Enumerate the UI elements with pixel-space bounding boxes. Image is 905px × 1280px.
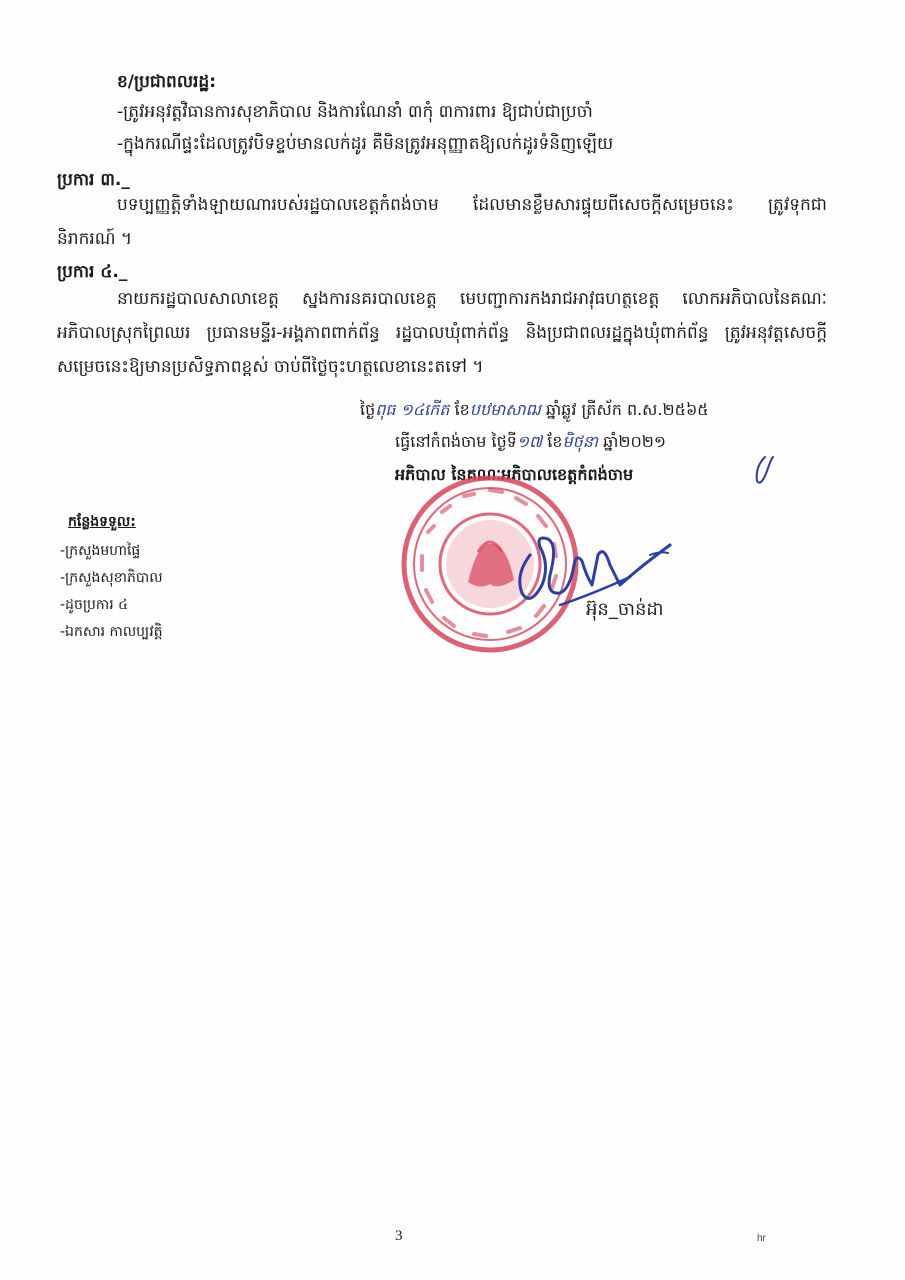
lunar-year: ឆ្នាំឆ្លូវ ត្រីស័ក ព.ស.២៥៦៥ [545,400,709,419]
article-4-body: នាយករដ្ឋបាលសាលាខេត្ត ស្នងការនគរបាលខេត្ត មេបញ្ជាការកងរាជអាវុធហត្ថខេត្ត លោកអភិបាលនៃគណៈអភិបាលស្រុកព្រៃឈរ ប្រធានមន្ទីរ-អង្គភាពពាក់ព័ន្ធ រដ្ឋបាលឃុំពាក់ព័ន្ធ និងប្រជាពលរដ្ឋក្នុងឃុំពាក់ព័ន្ធ ត្រូវអនុវត្តសេចក្ដីសម្រេចនេះឱ្យមានប្រសិទ្ធភាពខ្ពស់ ចាប់ពីថ្ងៃចុះហត្ថលេខានេះតទៅ ។ [57,289,827,377]
recipient-item-1: -ក្រសួងមហាផ្ទៃ [60,543,141,559]
place-day-label: ធ្វើនៅកំពង់ចាម ថ្ងៃទី [395,432,517,451]
lunar-month-handwritten: បឋមាសាឍ [469,400,541,419]
recipient-item-3: -ដូចប្រការ ៤ [60,597,129,613]
lunar-prefix: ថ្ងៃ [360,400,376,419]
solar-month-handwritten: មិថុនា [562,432,598,451]
initial-mark [745,453,775,487]
signatory-name: អ៊ុន_ចាន់ដា [586,599,664,620]
corner-mark: hr [757,1233,766,1244]
solar-year: ឆ្នាំ២០២១ [603,432,666,451]
article-4-heading: ប្រការ ៤._ [57,262,128,282]
recipient-item-2: -ក្រសួងសុខាភិបាល [60,570,163,586]
solar-date-line [395,431,666,453]
article-3-heading: ប្រការ ៣._ [57,170,130,190]
recipient-item-4: -ឯកសារ កាលប្បវត្តិ [60,624,163,640]
solar-day-handwritten: ១៧ [516,432,543,451]
lunar-date-line [360,399,709,421]
article-3-body: បទប្បញ្ញត្តិទាំងឡាយណារបស់រដ្ឋបាលខេត្តកំពង់ចាម ដែលមានខ្លឹមសារផ្ទុយពីសេចក្ដីសម្រេចនេះ ត្រូវទុកជានិរាករណ៍ ។ [57,195,827,249]
page-number: 3 [395,1228,403,1244]
section-kha-bullet-1: -ត្រូវអនុវត្តវិធានការសុខាភិបាល និងការណែនាំ ៣កុំ ៣ការពារ ឱ្យជាប់ជាប្រចាំ [117,102,593,122]
signatory-title: អភិបាល នៃគណៈអភិបាលខេត្តកំពង់ចាម [395,465,634,484]
recipients-heading: កន្លែងទទួល: [68,514,136,530]
solar-month-label: ខែ [547,432,563,451]
lunar-month-label: ខែ [454,400,470,419]
lunar-day-handwritten: ពុធ ១៤កើត [375,400,450,419]
section-kha-heading: ខ/ប្រជាពលរដ្ឋ: [117,72,217,92]
section-kha-bullet-2: -ក្នុងករណីផ្ទះដែលត្រូវបិទខ្ទប់មានលក់ដូរ គឺមិនត្រូវអនុញ្ញាតឱ្យលក់ដូរទំនិញឡើយ [117,134,614,154]
